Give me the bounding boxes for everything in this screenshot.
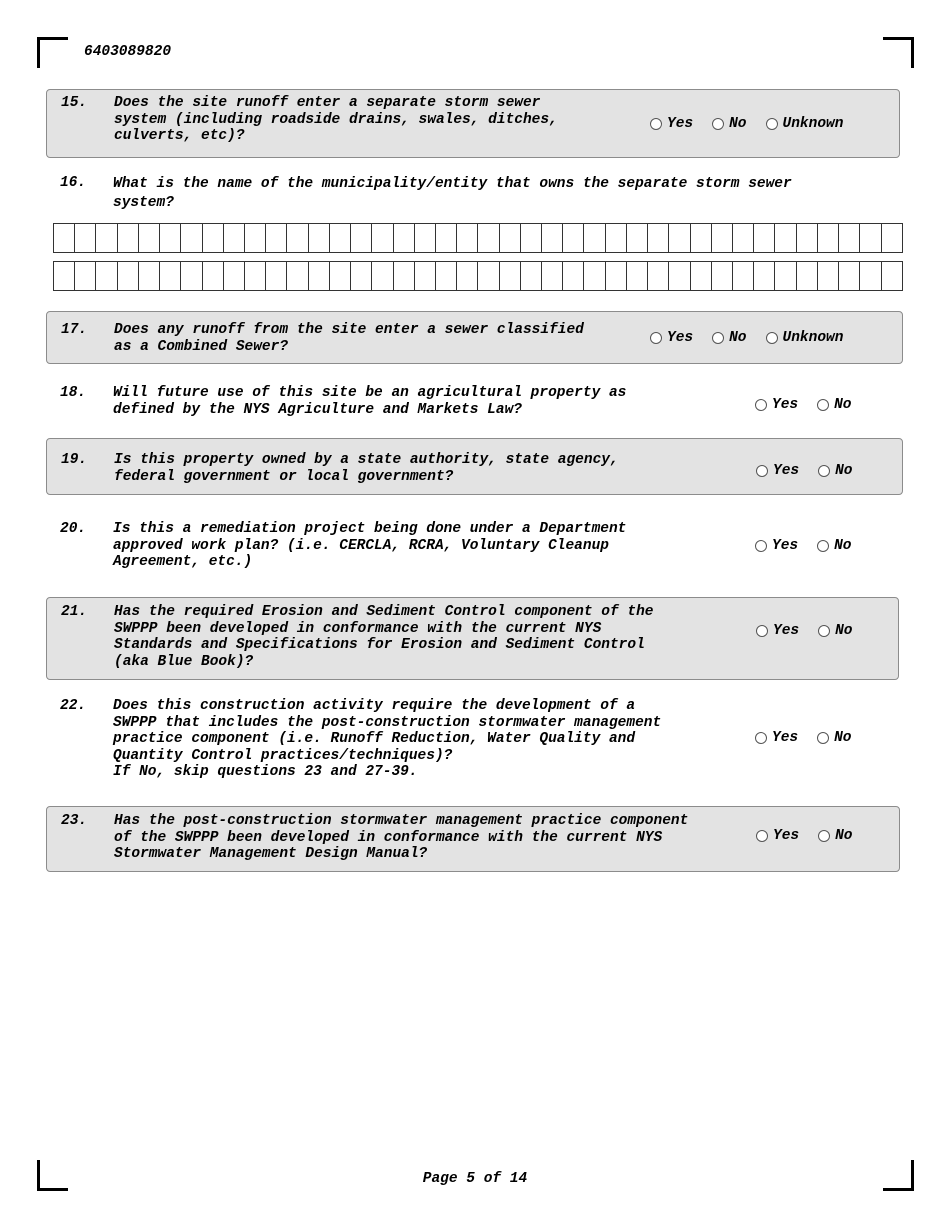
answer-options [756,828,872,844]
question-18 [46,384,903,424]
radio-button-icon[interactable] [818,465,830,477]
option-no[interactable]: No [817,538,851,554]
radio-button-icon[interactable] [818,625,830,637]
radio-button-icon[interactable] [755,732,767,744]
option-no[interactable]: No [712,330,746,346]
question-19 [46,438,903,495]
question-text: What is the name of the municipality/entity that owns the separate storm sewer system? [113,176,792,211]
radio-button-icon[interactable] [766,332,778,344]
corner-mark-top-right [883,37,914,68]
option-yes[interactable]: Yes [756,623,799,639]
question-20 [46,520,903,576]
radio-button-icon[interactable] [817,540,829,552]
document-id: 6403089820 [84,44,172,60]
radio-button-icon[interactable] [712,118,724,130]
question-text: Does any runoff from the site enter a sewer classified as a Combined Sewer? [114,322,584,355]
question-number: 23. [61,813,88,829]
radio-button-icon[interactable] [817,399,829,411]
radio-button-icon[interactable] [756,625,768,637]
question-number: 18. [60,385,87,401]
radio-button-icon[interactable] [766,118,778,130]
municipality-name-line-1[interactable] [53,223,903,253]
answer-options [650,116,862,132]
question-17 [46,311,903,364]
question-text: Will future use of this site be an agricultural property as defined by the NYS Agriculture and Markets Law? [113,385,627,418]
option-yes[interactable]: Yes [650,116,693,132]
option-unknown[interactable]: Unknown [766,330,844,346]
radio-button-icon[interactable] [650,118,662,130]
question-text: Does this construction activity require the development of a SWPPP that includes the post-construction stormwater management practice component (i.e. Runoff Reduction, Water Quality and Quantity Control practices/techniques)? If No, skip questions 23 and 27-39. [113,698,662,780]
radio-button-icon[interactable] [712,332,724,344]
radio-button-icon[interactable] [756,465,768,477]
option-yes[interactable]: Yes [756,463,799,479]
question-number: 21. [61,604,88,620]
answer-options [755,730,871,746]
radio-button-icon[interactable] [818,830,830,842]
question-23 [46,806,900,872]
option-yes[interactable]: Yes [755,730,798,746]
question-text: Has the required Erosion and Sediment Control component of the SWPPP been developed in conformance with the current NYS Standards and Specifications for Erosion and Sediment Control (aka Blue Book)? [114,604,654,670]
option-no[interactable]: No [817,730,851,746]
corner-mark-top-left [37,37,68,68]
question-text: Has the post-construction stormwater management practice component of the SWPPP been developed in conformance with the current NYS Stormwater Management Design Manual? [114,813,689,862]
option-yes[interactable]: Yes [755,538,798,554]
option-no[interactable]: No [817,397,851,413]
question-text: Is this property owned by a state authority, state agency, federal government or local government? [114,452,619,485]
question-22 [46,697,903,785]
question-number: 16. [60,175,87,191]
question-text: Does the site runoff enter a separate storm sewer system (including roadside drains, swales, ditches, culverts, etc)? [114,95,558,144]
question-number: 19. [61,452,88,468]
page-number: Page 5 of 14 [422,1171,528,1187]
question-21 [46,597,899,680]
radio-button-icon[interactable] [756,830,768,842]
answer-options [756,463,872,479]
municipality-name-line-2[interactable] [53,261,903,291]
option-no[interactable]: No [818,463,852,479]
question-text: Is this a remediation project being done under a Department approved work plan? (i.e. CERCLA, RCRA, Voluntary Cleanup Agreement, etc.) [113,521,627,570]
radio-button-icon[interactable] [650,332,662,344]
question-number: 17. [61,322,88,338]
answer-options [755,397,871,413]
option-yes[interactable]: Yes [650,330,693,346]
answer-options [650,330,862,346]
question-16 [46,174,900,214]
option-no[interactable]: No [712,116,746,132]
question-15 [46,89,900,158]
radio-button-icon[interactable] [755,399,767,411]
option-yes[interactable]: Yes [755,397,798,413]
question-number: 22. [60,698,87,714]
answer-options [755,538,871,554]
question-number: 20. [60,521,87,537]
option-no[interactable]: No [818,623,852,639]
radio-button-icon[interactable] [755,540,767,552]
answer-options [756,623,872,639]
question-number: 15. [61,95,88,111]
option-unknown[interactable]: Unknown [766,116,844,132]
option-no[interactable]: No [818,828,852,844]
option-yes[interactable]: Yes [756,828,799,844]
radio-button-icon[interactable] [817,732,829,744]
